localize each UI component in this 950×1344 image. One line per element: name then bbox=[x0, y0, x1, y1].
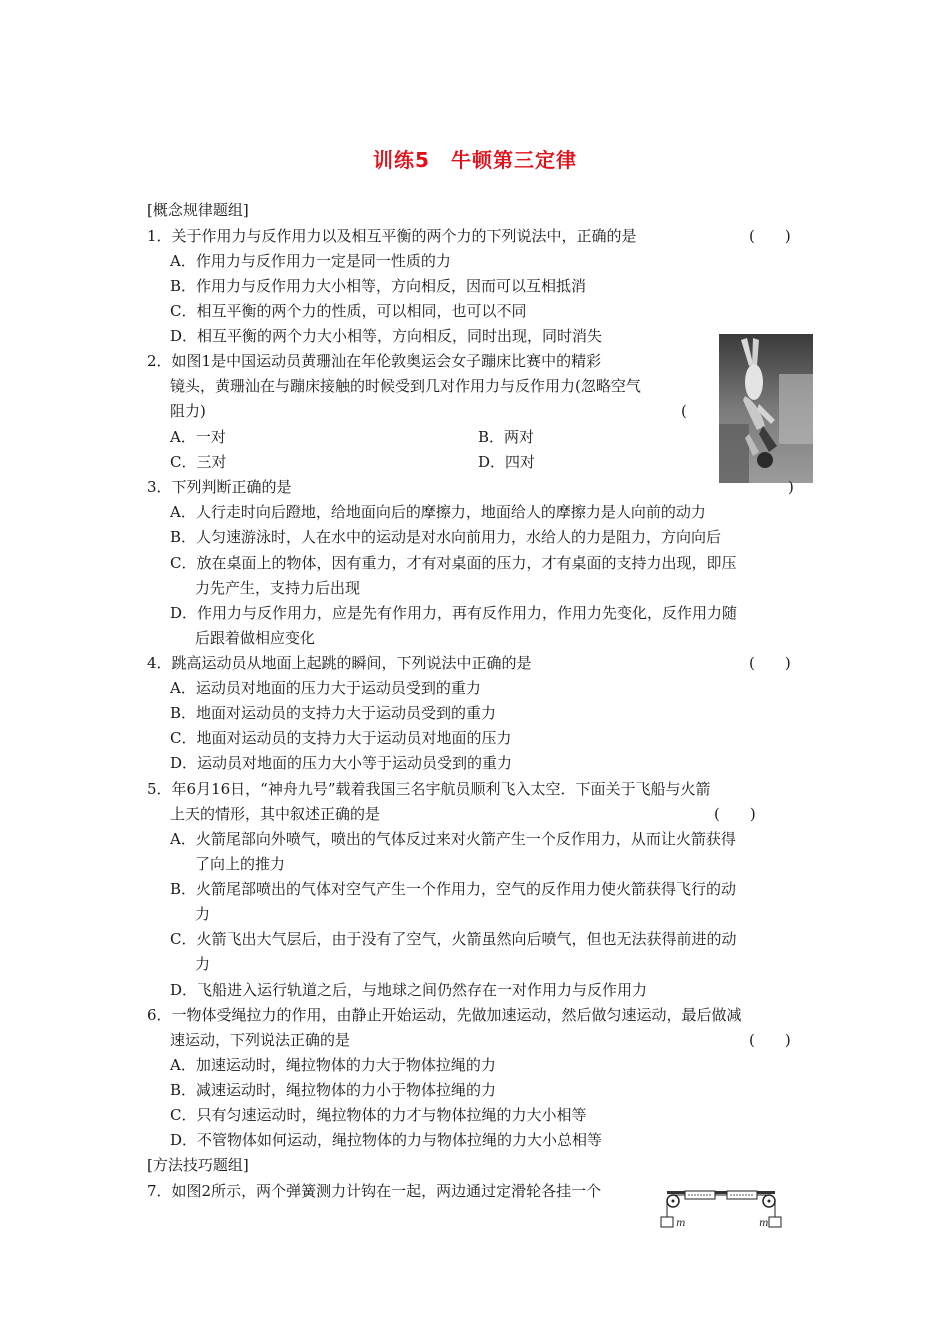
question-6-answer-blank: ( ) bbox=[749, 1031, 791, 1049]
question-4-option-c: C．地面对运动员的支持力大于运动员对地面的压力 bbox=[170, 729, 512, 747]
question-5-option-a-continued: 了向上的推力 bbox=[195, 855, 286, 873]
question-4-stem: 4．跳高运动员从地面上起跳的瞬间，下列说法中正确的是 bbox=[147, 654, 532, 672]
question-3-option-c: C．放在桌面上的物体，因有重力，才有对桌面的压力，才有桌面的支持力出现，即压 bbox=[170, 554, 737, 572]
question-5-option-c-continued: 力 bbox=[195, 955, 211, 973]
question-4-option-d: D．运动员对地面的压力大小等于运动员受到的重力 bbox=[170, 754, 513, 772]
question-6-option-a: A．加速运动时，绳拉物体的力大于物体拉绳的力 bbox=[170, 1056, 496, 1074]
question-4-option-a: A．运动员对地面的压力大于运动员受到的重力 bbox=[170, 679, 481, 697]
question-3-option-d: D．作用力与反作用力，应是先有作用力，再有反作用力，作用力先变化，反作用力随 bbox=[170, 604, 738, 622]
question-2-stem-line-1: 2．如图1是中国运动员黄珊汕在年伦敦奥运会女子蹦床比赛中的精彩 bbox=[147, 352, 602, 370]
question-5-option-b: B．火箭尾部喷出的气体对空气产生一个作用力，空气的反作用力使火箭获得飞行的动 bbox=[170, 880, 737, 898]
question-2-option-c: C．三对 bbox=[170, 453, 227, 471]
question-3-stem: 3．下列判断正确的是 bbox=[147, 478, 292, 496]
question-5-option-c: C．火箭飞出大气层后，由于没有了空气，火箭虽然向后喷气，但也无法获得前进的动 bbox=[170, 930, 737, 948]
question-4-option-b: B．地面对运动员的支持力大于运动员受到的重力 bbox=[170, 704, 497, 722]
question-2-stem-line-3: 阻力) bbox=[170, 402, 206, 420]
spring-scales-pulley-diagram bbox=[659, 1183, 783, 1231]
question-2-option-a: A．一对 bbox=[170, 428, 226, 446]
question-6-stem-line-2: 速运动，下列说法正确的是 bbox=[170, 1031, 351, 1049]
question-3-option-d-continued: 后跟着做相应变化 bbox=[195, 629, 316, 647]
question-2-stem-line-2: 镜头，黄珊汕在与蹦床接触的时候受到几对作用力与反作用力(忽略空气 bbox=[170, 377, 641, 395]
question-1-answer-blank: ( ) bbox=[749, 227, 791, 245]
question-2-answer-blank: ( bbox=[681, 402, 687, 420]
page-title: 训练5 牛顿第三定律 bbox=[373, 148, 577, 172]
question-6-option-b: B．减速运动时，绳拉物体的力小于物体拉绳的力 bbox=[170, 1081, 497, 1099]
question-1-stem: 1．关于作用力与反作用力以及相互平衡的两个力的下列说法中，正确的是 bbox=[147, 227, 637, 245]
section-heading-concepts: [概念规律题组] bbox=[147, 201, 249, 219]
question-2-option-b: B．两对 bbox=[478, 428, 535, 446]
question-3-answer-blank: ) bbox=[788, 478, 794, 496]
question-6-option-c: C．只有匀速运动时，绳拉物体的力才与物体拉绳的力大小相等 bbox=[170, 1106, 587, 1124]
right-mass-label: m bbox=[759, 1218, 769, 1229]
question-5-stem-line-2: 上天的情形，其中叙述正确的是 bbox=[170, 805, 381, 823]
trampoline-athlete-photo bbox=[719, 334, 813, 483]
question-3-option-a: A．人行走时向后蹬地，给地面向后的摩擦力，地面给人的摩擦力是人向前的动力 bbox=[170, 503, 706, 521]
question-6-option-d: D．不管物体如何运动，绳拉物体的力与物体拉绳的力大小总相等 bbox=[170, 1131, 603, 1149]
question-1-option-c: C．相互平衡的两个力的性质，可以相同，也可以不同 bbox=[170, 302, 527, 320]
question-5-option-a: A．火箭尾部向外喷气，喷出的气体反过来对火箭产生一个反作用力，从而让火箭获得 bbox=[170, 830, 736, 848]
question-1-option-a: A．作用力与反作用力一定是同一性质的力 bbox=[170, 252, 451, 270]
question-5-option-b-continued: 力 bbox=[195, 905, 211, 923]
question-1-option-b: B．作用力与反作用力大小相等，方向相反，因而可以互相抵消 bbox=[170, 277, 587, 295]
section-heading-methods: [方法技巧题组] bbox=[147, 1156, 249, 1174]
question-7-stem: 7．如图2所示，两个弹簧测力计钩在一起，两边通过定滑轮各挂一个 bbox=[147, 1182, 602, 1200]
question-5-stem-line-1: 5．年6月16日，“神舟九号”载着我国三名宇航员顺利飞入太空．下面关于飞船与火箭 bbox=[147, 780, 711, 798]
question-4-answer-blank: ( ) bbox=[749, 654, 791, 672]
question-2-option-d: D．四对 bbox=[478, 453, 536, 471]
question-5-option-d: D．飞船进入运行轨道之后，与地球之间仍然存在一对作用力与反作用力 bbox=[170, 981, 648, 999]
question-1-option-d: D．相互平衡的两个力大小相等，方向相反，同时出现，同时消失 bbox=[170, 327, 603, 345]
question-5-answer-blank: ( ) bbox=[714, 805, 756, 823]
question-3-option-c-continued: 力先产生，支持力后出现 bbox=[195, 579, 361, 597]
question-6-stem-line-1: 6．一物体受绳拉力的作用，由静止开始运动，先做加速运动，然后做匀速运动，最后做减 bbox=[147, 1006, 742, 1024]
left-mass-label: m bbox=[676, 1218, 686, 1229]
question-3-option-b: B．人匀速游泳时，人在水中的运动是对水向前用力，水给人的力是阻力，方向向后 bbox=[170, 528, 722, 546]
